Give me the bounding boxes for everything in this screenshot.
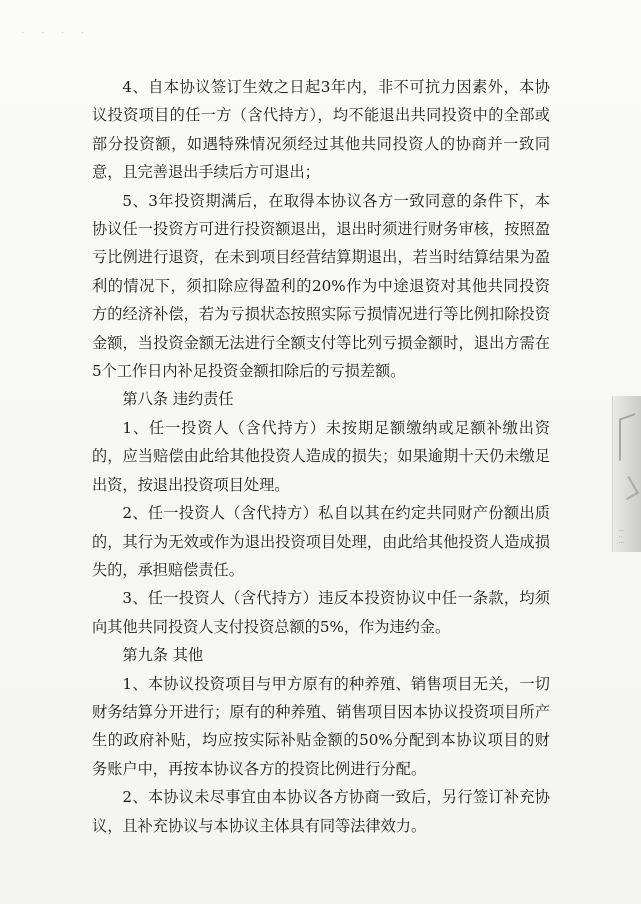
clause-7-item-5: 5、3年投资期满后，在取得本协议各方一致同意的条件下，本协议任一投资方可进行投资额退出，退出时须进行财务审核，按照盈亏比例进行退资，在未到项目经营结算期退出，若当时结算结果为盈利的情况下，须扣除应得盈利的20%作为中途退资对其他共同投资方的经济补偿，若为亏损状态按照实际亏损情况进行等比例扣除投资金额，当投资金额无法进行全额支付等比列亏损金额时，退出方需在5个工作日内补足投资金额扣除后的亏损差额。 xyxy=(92,191,550,381)
clause-7-item-4: 4、自本协议签订生效之日起3年内，非不可抗力因素外，本协议投资项目的任一方（含代持方），均不能退出共同投资中的全部或部分投资额，如遇特殊情况须经过其他共同投资人的协商并一致同意，且完善退出手续后方可退出； xyxy=(92,78,550,182)
clause-8-item-1: 1、任一投资人（含代持方）未按期足额缴纳或足额补缴出资的，应当赔偿由此给其他投资人造成的损失；如果逾期十天仍未缴足出资，按退出投资项目处理。 xyxy=(92,418,550,494)
clause-8-item-3: 3、任一投资人（含代持方）违反本投资协议中任一条款，均须向其他共同投资人支付投资总额的5%，作为违约金。 xyxy=(92,589,550,636)
clause-9-item-1: 1、本协议投资项目与甲方原有的种养殖、销售项目无关，一切财务结算分开进行；原有的种养殖、销售项目因本协议投资项目所产生的政府补贴，均应按实际补贴金额的50%分配到本协议项目的财务账户中，再按本协议各方的投资比例进行分配。 xyxy=(92,674,550,778)
scan-specks: · · · · xyxy=(22,30,92,37)
document-body xyxy=(92,73,550,840)
article-9-heading: 第九条 其他 xyxy=(122,646,204,665)
article-8-heading: 第八条 违约责任 xyxy=(122,390,234,409)
seal-fragment-marks: ··· ·· ··· xyxy=(619,528,624,546)
clause-8-item-2: 2、任一投资人（含代持方）私自以其在约定共同财产份额出质的，其行为无效或作为退出投资项目处理，由此给其他投资人造成损失的，承担赔偿责任。 xyxy=(92,504,550,579)
clause-9-item-2: 2、本协议未尽事宜由本协议各方协商一致后，另行签订补充协议，且补充协议与本协议主体具有同等法律效力。 xyxy=(92,788,550,835)
